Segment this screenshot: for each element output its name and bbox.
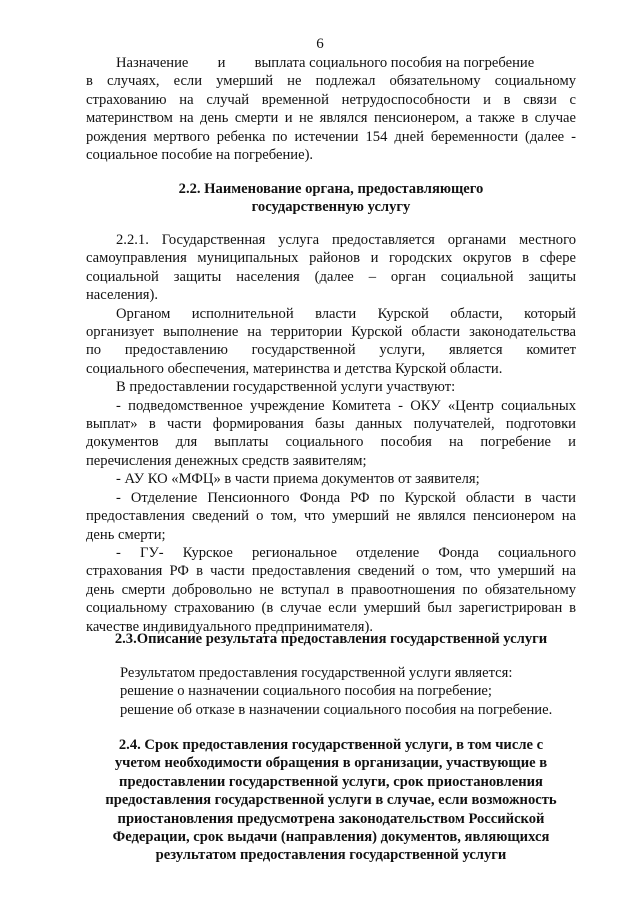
text-line: страхования РФ в части предоставления сведений о том, что умерший на [86,563,576,580]
heading-line: 2.3.Описание результата предоставления государственной услуги [114,631,548,647]
text-line: качестве индивидуального предпринимателя). [86,618,373,635]
heading-line: 2.4. Срок предоставления государственной услуги, в том числе с [118,737,544,753]
heading-line: результатом предоставления государственной услуги [155,847,507,864]
text-line: социальное пособие на погребение). [86,147,314,164]
section-2-2-body [86,231,576,636]
text-line: по предоставлению государственной услуги, является комитет [86,342,576,359]
heading-line: государственную услугу [251,199,411,216]
text-line: - АУ КО «МФЦ» в части приема документов от заявителя; [116,471,480,488]
text-line: социального обеспечения, материнства и детства Курской области. [86,360,503,377]
intro-paragraph [86,54,576,164]
heading-line: приостановления предусмотрена законодательством Российской [117,810,545,827]
text-line: документов для выплаты социального пособия на погребение и [86,434,576,451]
page-number: 6 [316,36,324,52]
section-2-3-body [86,664,576,719]
text-line: Назначение и выплата социального пособия на погребение [116,55,535,71]
heading-line: 2.2. Наименование органа, предоставляющего [178,181,484,197]
text-line: выплат» в части формирования базы данных получателей, подготовки [86,416,576,433]
text-line: день смерти; [86,526,166,543]
text-line: В предоставлении государственной услуги участвуют: [116,379,456,396]
text-line: страхованию на случай временной нетрудоспособности и в связи с [86,91,576,108]
section-2-4-heading [86,736,576,865]
text-line: - Отделение Пенсионного Фонда РФ по Курской области в части [116,489,576,506]
section-2-2-heading [86,180,576,217]
text-line: Результатом предоставления государственной услуги является: [120,665,513,681]
text-line: - ГУ- Курское региональное отделение Фонда социального [116,544,576,561]
text-line: рождения мертвого ребенка по истечении 154 дней беременности (далее - [86,128,576,145]
section-2-3-heading [86,630,576,648]
text-line: - подведомственное учреждение Комитета - ОКУ «Центр социальных [116,397,576,414]
heading-line: предоставления государственной услуги в случае, если возможность [105,792,557,809]
text-line: социальной защиты населения (далее – орган социальной защиты [86,268,576,285]
text-line: организует выполнение на территории Курской области законодательства [86,324,576,341]
heading-line: предоставлении государственной услуги, срок приостановления [119,773,543,790]
text-line: решение об отказе в назначении социального пособия на погребение. [120,701,553,718]
text-line: Органом исполнительной власти Курской области, который [116,305,576,322]
text-line: материнством на день смерти и не являлся пенсионером, а также в случае [86,110,576,127]
text-line: социальному страхованию (в случае если умерший был зарегистрирован в [86,600,576,617]
text-line: перечисления денежных средств заявителям; [86,452,367,469]
heading-line: учетом необходимости обращения в организации, участвующие в [114,755,548,772]
text-line: самоуправления муниципальных районов и городских округов в сфере [86,250,576,267]
text-line: предоставления сведений о том, что умерший не являлся пенсионером на [86,508,576,525]
text-line: 2.2.1. Государственная услуга предоставляется органами местного [116,232,576,248]
text-line: день смерти добровольно не вступал в правоотношения по обязательному [86,581,576,598]
heading-line: Федерации, срок выдачи (направления) документов, являющихся [112,829,550,846]
text-line: решение о назначении социального пособия на погребение; [120,683,492,700]
text-line: в случаях, если умерший не подлежал обязательному социальному [86,73,576,90]
text-line: населения). [86,287,159,304]
